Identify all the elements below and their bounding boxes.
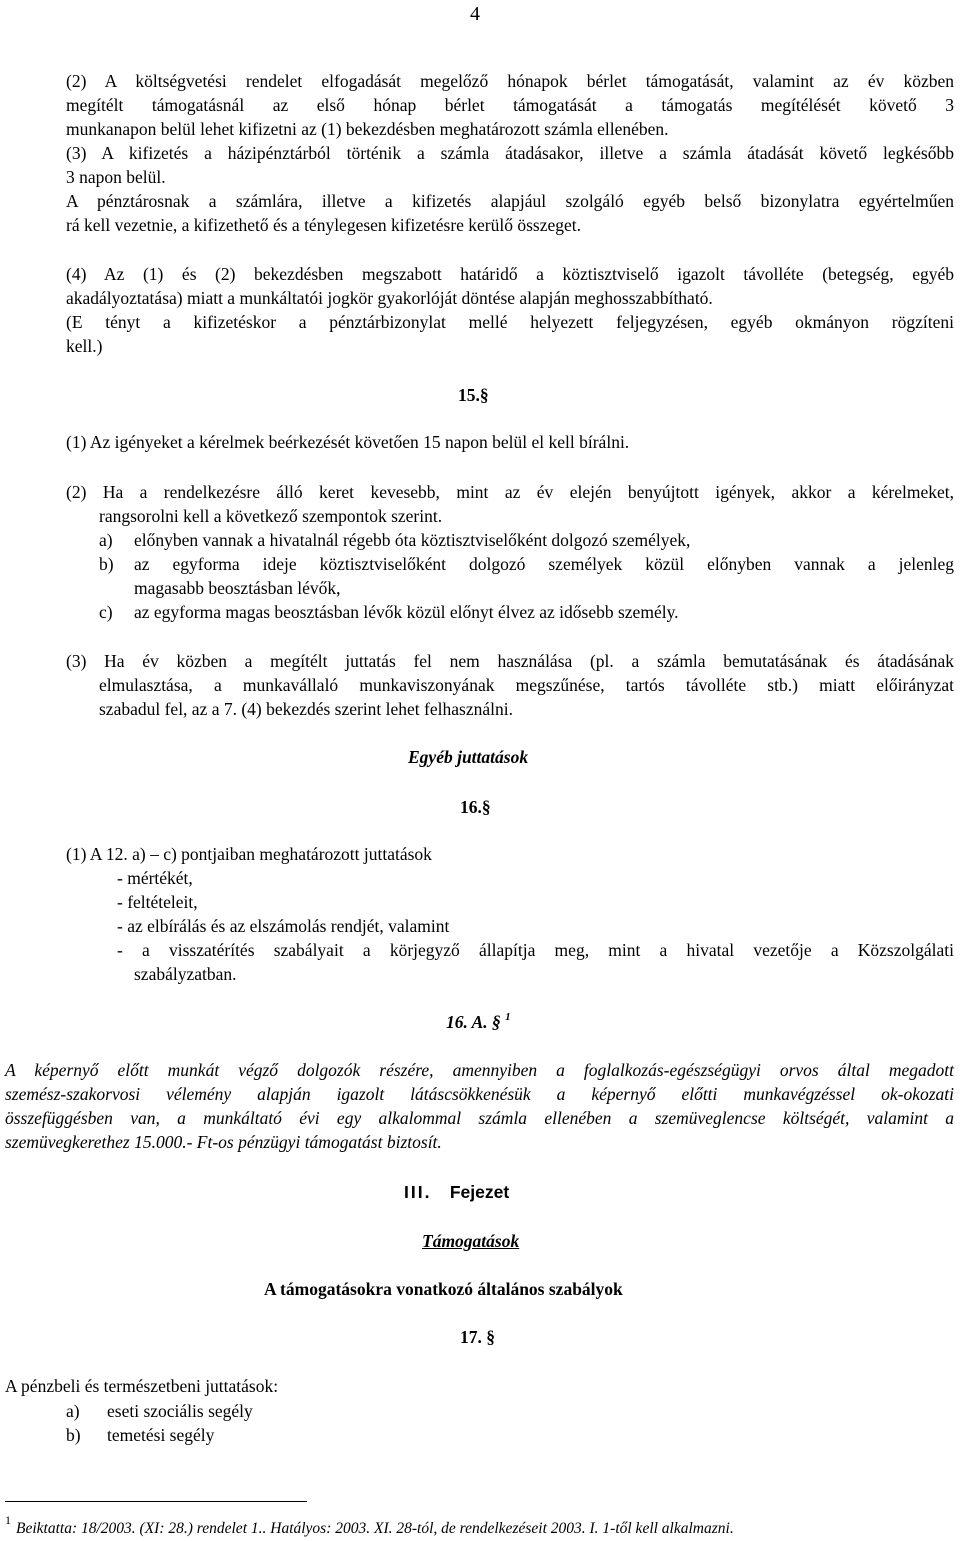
page-number: 4 bbox=[470, 3, 480, 25]
text-line: megítélt támogatásnál az első hónap bérlet támogatását a támogatás megítélését követő 3 bbox=[66, 95, 954, 115]
list-item: az egyforma ideje köztisztviselőként dolgozó személyek közül előnyben vannak a jelenleg bbox=[134, 554, 954, 574]
section-16-heading: 16.§ bbox=[460, 797, 491, 817]
text-line: (3) Ha év közben a megítélt juttatás fel nem használása (pl. a számla bemutatásának és átadásának bbox=[66, 651, 954, 671]
list-label: b) bbox=[66, 1425, 81, 1445]
chapter-subtitle: A támogatásokra vonatkozó általános szabályok bbox=[264, 1279, 623, 1299]
text-line: 3 napon belül. bbox=[66, 167, 166, 187]
list-item-continued: magasabb beosztásban lévők, bbox=[134, 578, 341, 598]
text-line: szabadul fel, az a 7. (4) bekezdés szerint lehet felhasználni. bbox=[99, 699, 513, 719]
list-label: a) bbox=[66, 1401, 80, 1421]
list-item: - az elbírálás és az elszámolás rendjét, valamint bbox=[117, 916, 450, 936]
text-line: rangsorolni kell a következő szempontok szerint. bbox=[99, 506, 443, 526]
list-item: temetési segély bbox=[107, 1425, 215, 1445]
section-sign: § bbox=[481, 797, 491, 817]
list-item: előnyben vannak a hivatalnál régebb óta köztisztviselőként dolgozó személyek, bbox=[134, 530, 691, 550]
list-item: - mértékét, bbox=[117, 868, 193, 888]
text-line: rá kell vezetnie, a kifizethető és a ténylegesen kifizetésre kerülő összeget. bbox=[66, 215, 582, 235]
s15-paragraph-1: (1) Az igényeket a kérelmek beérkezését követően 15 napon belül el kell bírálni. bbox=[66, 432, 630, 452]
footnote-separator bbox=[5, 1501, 307, 1502]
footnote-text: Beiktatta: 18/2003. (XI: 28.) rendelet 1.. Hatályos: 2003. XI. 28-tól, de rendelkezéseit 2003. I. 1-től kell alkalmazni. bbox=[16, 1520, 734, 1537]
text-line: (2) A költségvetési rendelet elfogadását megelőző hónapok bérlet támogatását, valamint az év közben bbox=[66, 71, 954, 91]
text-line: kell.) bbox=[66, 336, 103, 356]
list-label: a) bbox=[99, 530, 113, 550]
text-line: (3) A kifizetés a házipénztárból történik a számla átadásakor, illetve a számla átadását követő legkésőbb bbox=[66, 143, 954, 163]
section-sign: § bbox=[479, 385, 489, 405]
list-label: c) bbox=[99, 602, 113, 622]
s16-paragraph-1: (1) A 12. a) – c) pontjaiban meghatározott juttatások bbox=[66, 844, 432, 864]
section-sign: § bbox=[492, 1012, 501, 1032]
text-line: szemüvegkerethez 15.000.- Ft-os pénzügyi támogatást biztosít. bbox=[5, 1132, 442, 1152]
text-line: (2) Ha a rendelkezésre álló keret kevesebb, mint az év elején benyújtott igények, akkor a kérelmeket, bbox=[66, 482, 954, 502]
text-line: munkanapon belül lehet kifizetni az (1) bekezdésben meghatározott számla ellenében. bbox=[66, 119, 669, 139]
s16-subtitle: Egyéb juttatások bbox=[408, 747, 529, 767]
chapter-word: Fejezet bbox=[449, 1182, 510, 1202]
list-item: eseti szociális segély bbox=[107, 1401, 253, 1421]
s17-intro: A pénzbeli és természetbeni juttatások: bbox=[5, 1376, 279, 1396]
section-17-heading: 17. § bbox=[460, 1327, 495, 1347]
footnote-mark: 1 bbox=[5, 1513, 11, 1527]
chapter-number: III. bbox=[404, 1182, 432, 1202]
section-16a-heading: 16. A. § $^1$ bbox=[446, 1011, 511, 1032]
text-line: szemész-szakorvosi vélemény alapján igazolt látáscsökkenésük a képernyő előtti munkavégzéssel ok-okozati bbox=[5, 1084, 954, 1104]
list-item: az egyforma magas beosztásban lévők közül előnyt élvez az idősebb személy. bbox=[134, 602, 679, 622]
text-line: A pénztárosnak a számlára, illetve a kifizetés alapjául szolgáló egyéb belső bizonylatra egyértelműen bbox=[66, 191, 954, 211]
text-line: A képernyő előtt munkát végző dolgozók részére, amennyiben a foglalkozás-egészségügyi orvos által megadott bbox=[5, 1060, 954, 1080]
chapter-heading bbox=[404, 1184, 509, 1202]
list-item: - a visszatérítés szabályait a körjegyző állapítja meg, mint a hivatal vezetője a Közszolgálati bbox=[117, 940, 954, 960]
chapter-title: Támogatások bbox=[422, 1231, 520, 1251]
section-sign: § bbox=[486, 1327, 495, 1347]
text-line: összefüggésben van, a munkáltató évi egy alkalommal számla ellenében a szemüveglencse költségét, valamint a bbox=[5, 1108, 954, 1128]
list-item-continued: szabályzatban. bbox=[134, 964, 237, 984]
list-item: - feltételeit, bbox=[117, 892, 198, 912]
footnote-reference[interactable]: 1 bbox=[505, 1011, 511, 1023]
list-label: b) bbox=[99, 554, 114, 574]
section-15-heading: 15.§ bbox=[458, 385, 489, 405]
text-line: (E tényt a kifizetéskor a pénztárbizonylat mellé helyezett feljegyzésen, egyéb okmányon rögzíteni bbox=[66, 312, 954, 332]
text-line: akadályoztatása) miatt a munkáltatói jogkör gyakorlóját döntése alapján meghosszabbítható. bbox=[66, 288, 713, 308]
text-line: elmulasztása, a munkavállaló munkaviszonyának megszűnése, tartós távolléte stb.) miatt előirányzat bbox=[99, 675, 954, 695]
text-line: (4) Az (1) és (2) bekezdésben megszabott határidő a köztisztviselő igazolt távolléte (betegség, egyéb bbox=[66, 264, 954, 284]
